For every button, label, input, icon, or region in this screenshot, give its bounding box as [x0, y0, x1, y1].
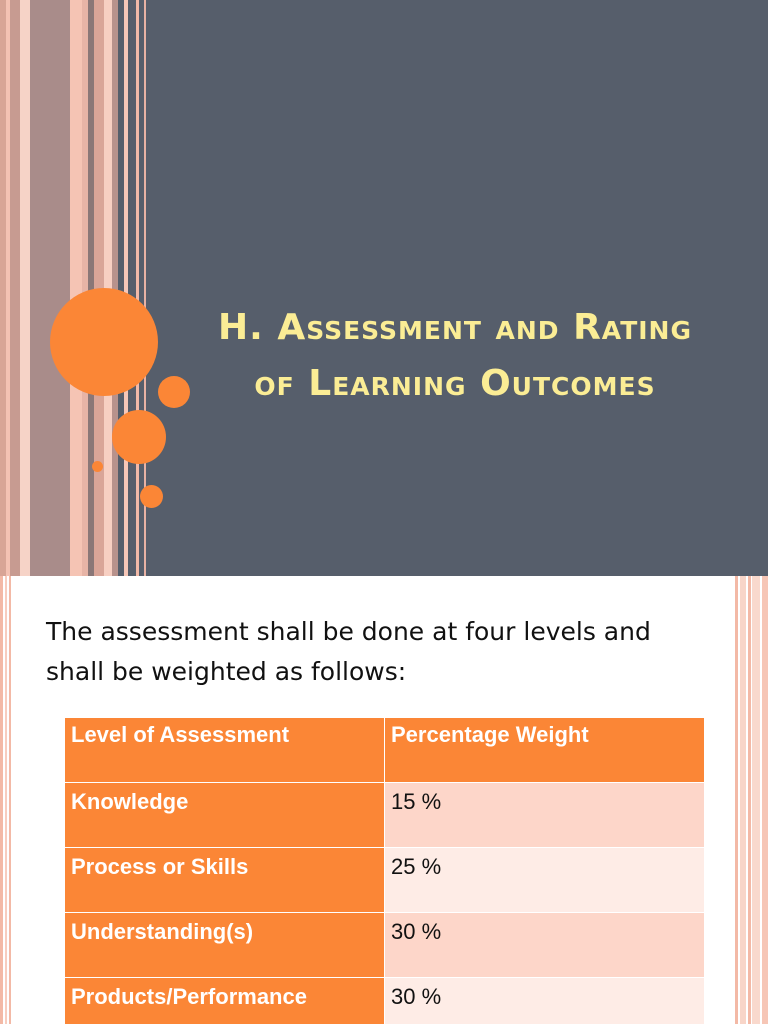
assessment-weight-table — [64, 717, 705, 1024]
column-header-level: Level of Assessment — [65, 718, 385, 783]
decor-stripe — [30, 0, 70, 576]
intro-line: shall be weighted as follows: — [46, 657, 407, 686]
column-header-weight: Percentage Weight — [385, 718, 705, 783]
decor-stripe — [735, 576, 738, 1024]
weight-cell: 30 % — [385, 978, 705, 1024]
level-cell: Process or Skills — [65, 848, 385, 913]
decor-stripe — [740, 576, 746, 1024]
decor-circle-tiny — [92, 461, 103, 472]
weight-cell: 15 % — [385, 783, 705, 848]
intro-text — [46, 612, 726, 692]
slide-title-line: H. Assessment and Rating — [218, 307, 692, 348]
level-cell: Knowledge — [65, 783, 385, 848]
slide-title-line: of Learning Outcomes — [254, 363, 656, 404]
decor-stripe — [5, 576, 7, 1024]
level-cell: Understanding(s) — [65, 913, 385, 978]
weight-cell: 25 % — [385, 848, 705, 913]
slide-title — [160, 300, 750, 412]
decor-stripe — [128, 0, 136, 576]
decor-stripe — [20, 0, 30, 576]
content-slide — [0, 576, 768, 1024]
decor-circle-medium — [112, 410, 166, 464]
level-cell: Products/Performance — [65, 978, 385, 1024]
table-row — [65, 783, 705, 848]
weight-cell: 30 % — [385, 913, 705, 978]
decor-stripe — [762, 576, 768, 1024]
decor-stripe — [9, 576, 11, 1024]
decor-stripe — [748, 576, 751, 1024]
decor-stripe — [70, 0, 82, 576]
table-row — [65, 913, 705, 978]
decor-stripe — [752, 576, 760, 1024]
decor-stripe — [0, 576, 3, 1024]
decor-circle-large — [50, 288, 158, 396]
table-row — [65, 978, 705, 1024]
decor-circle-small — [140, 485, 163, 508]
table-row — [65, 848, 705, 913]
intro-line: The assessment shall be done at four levels and — [46, 617, 651, 646]
decor-stripe — [10, 0, 20, 576]
table-header-row — [65, 718, 705, 783]
